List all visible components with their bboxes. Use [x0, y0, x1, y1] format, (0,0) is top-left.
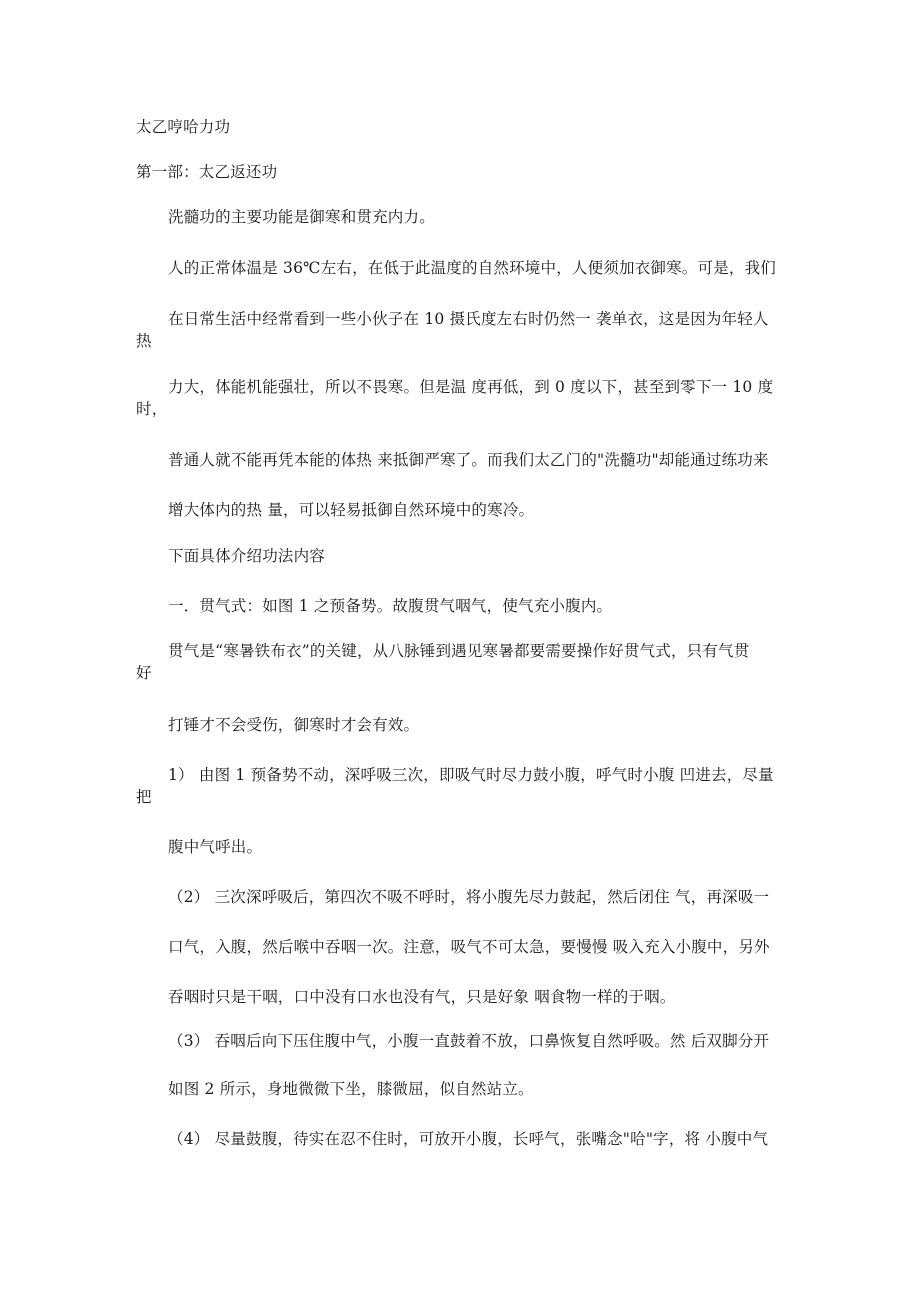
- paragraph-line-wrap: 把: [136, 788, 152, 806]
- paragraph-line-wrap: 热: [136, 332, 152, 350]
- step-heading: 一．贯气式：如图 1 之预备势。故腹贯气咽气，使气充小腹内。: [168, 597, 613, 615]
- section-heading: 第一部：太乙返还功: [136, 163, 278, 181]
- paragraph-line: 腹中气呼出。: [168, 838, 263, 856]
- paragraph-line: 洗髓功的主要功能是御寒和贯充内力。: [168, 208, 435, 226]
- paragraph-line: 如图 2 所示，身地微微下坐，膝微屈，似自然站立。: [168, 1080, 534, 1098]
- paragraph-line-wrap: 时，: [136, 400, 168, 418]
- step-line: （2） 三次深呼吸后，第四次不吸不呼时，将小腹先尽力鼓起，然后闭住 气，再深吸一: [168, 888, 770, 906]
- step-line: （4） 尽量鼓腹，待实在忍不住时，可放开小腹，长呼气，张嘴念"哈"字，将 小腹中气: [168, 1130, 769, 1148]
- step-line: （3） 吞咽后向下压住腹中气，小腹一直鼓着不放，口鼻恢复自然呼吸。然 后双脚分开: [168, 1032, 770, 1050]
- paragraph-line: 普通人就不能再凭本能的体热 来抵御严寒了。而我们太乙门的"洗髓功"却能通过练功来: [168, 451, 769, 469]
- step-line: 1） 由图 1 预备势不动，深呼吸三次，即吸气时尽力鼓小腹，呼气时小腹 凹进去，尽量: [168, 766, 774, 784]
- paragraph-line: 在日常生活中经常看到一些小伙子在 10 摄氏度左右时仍然一 袭单衣，这是因为年轻人: [168, 310, 769, 328]
- paragraph-line: 贯气是“寒暑铁布衣”的关键，从八脉锤到遇见寒暑都要需要操作好贯气式，只有气贯: [168, 642, 750, 660]
- paragraph-line: 打锤才不会受伤，御寒时才会有效。: [168, 716, 420, 734]
- paragraph-line: 力大，体能机能强壮，所以不畏寒。但是温 度再低，到 0 度以下，甚至到零下一 10 度: [168, 378, 774, 396]
- paragraph-line: 人的正常体温是 36℃左右，在低于此温度的自然环境中，人便须加衣御寒。可是，我们: [168, 259, 776, 277]
- paragraph-line: 增大体内的热 量，可以轻易抵御自然环境中的寒冷。: [168, 501, 535, 519]
- document-title: 太乙哼哈力功: [136, 118, 231, 136]
- paragraph-line: 口气，入腹，然后喉中吞咽一次。注意，吸气不可太急，要慢慢 吸入充入小腹中，另外: [168, 938, 770, 956]
- paragraph-line: 吞咽时只是干咽，口中没有口水也没有气，只是好象 咽食物一样的于咽。: [168, 988, 676, 1006]
- paragraph-line: 下面具体介绍功法内容: [168, 547, 326, 565]
- paragraph-line-wrap: 好: [136, 664, 152, 682]
